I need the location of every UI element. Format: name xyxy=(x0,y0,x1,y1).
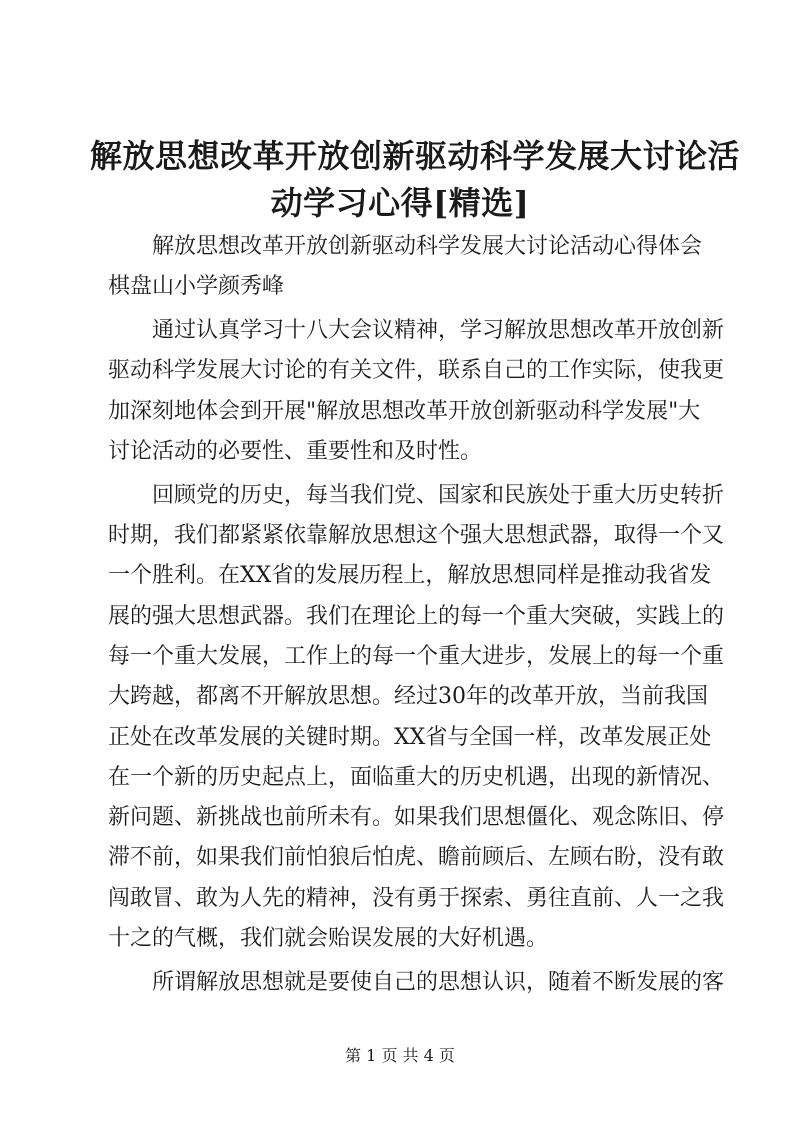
paragraph-heading xyxy=(108,227,708,308)
paragraph xyxy=(108,476,725,960)
paragraph-line: 展的强大思想武器。我们在理论上的每一个重大突破，实践上的 xyxy=(108,603,725,629)
document-title xyxy=(90,133,741,227)
paragraph-line: 加深刻地体会到开展"解放思想改革开放创新驱动科学发展"大 xyxy=(108,398,701,424)
paragraph-line: 驱动科学发展大讨论的有关文件，联系自己的工作实际，使我更 xyxy=(108,358,725,384)
page-footer: 第 1 页 共 4 页 xyxy=(345,1046,455,1065)
paragraph xyxy=(108,311,725,472)
paragraph-line: 回顾党的历史，每当我们党、国家和民族处于重大历史转折 xyxy=(152,482,725,508)
paragraph-line: 滞不前，如果我们前怕狼后怕虎、瞻前顾后、左顾右盼，没有敢 xyxy=(108,845,725,871)
paragraph-line: 通过认真学习十八大会议精神，学习解放思想改革开放创新 xyxy=(152,318,725,344)
title-line: 解放思想改革开放创新驱动科学发展大讨论活 xyxy=(90,137,741,175)
paragraph xyxy=(108,963,725,1003)
paragraph-line: 在一个新的历史起点上，面临重大的历史机遇，出现的新情况、 xyxy=(108,764,725,790)
paragraph-line: 十之的气概，我们就会贻误发展的大好机遇。 xyxy=(108,926,549,952)
paragraph-line: 新问题、新挑战也前所未有。如果我们思想僵化、观念陈旧、停 xyxy=(108,805,725,831)
paragraph-line: 所谓解放思想就是要使自己的思想认识，随着不断发展的客 xyxy=(152,969,725,995)
paragraph-line: 大跨越，都离不开解放思想。经过30年的改革开放，当前我国 xyxy=(108,684,708,710)
author-line: 棋盘山小学颜秀峰 xyxy=(108,274,285,300)
paragraph-line: 一个胜利。在XX省的发展历程上，解放思想同样是推动我省发 xyxy=(108,563,712,589)
paragraph-line: 闯敢冒、敢为人先的精神，没有勇于探索、勇往直前、人一之我 xyxy=(108,885,725,911)
paragraph-line: 正处在改革发展的关键时期。XX省与全国一样，改革发展正处 xyxy=(108,724,712,750)
paragraph-line: 时期，我们都紧紧依靠解放思想这个强大思想武器，取得一个又 xyxy=(108,523,725,549)
document-body xyxy=(108,227,725,1003)
paragraph-line: 每一个重大发展，工作上的每一个重大进步，发展上的每一个重 xyxy=(108,643,725,669)
paragraph-line: 解放思想改革开放创新驱动科学发展大讨论活动心得体会 xyxy=(152,234,703,259)
paragraph-line: 讨论活动的必要性、重要性和及时性。 xyxy=(108,438,483,464)
title-line: 动学习心得[精选] xyxy=(270,184,530,222)
